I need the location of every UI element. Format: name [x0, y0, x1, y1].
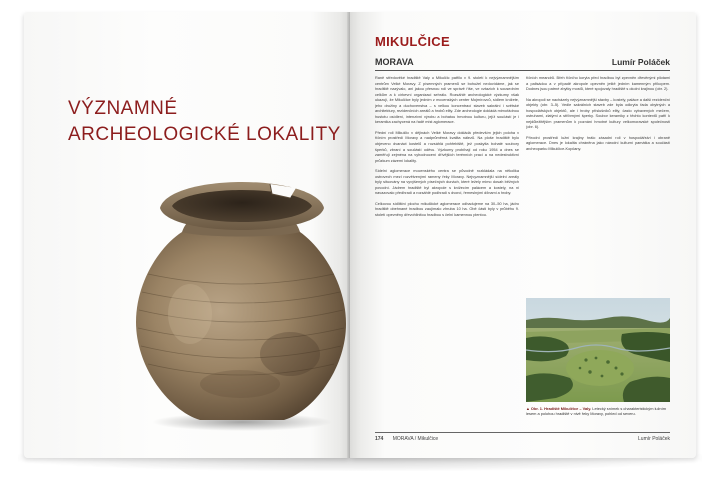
chapter-title-line1: VÝZNAMNÉ: [68, 98, 178, 119]
left-page: [24, 12, 350, 458]
site-title: MIKULČICE: [375, 34, 450, 49]
page-number: 174: [375, 436, 384, 442]
paragraph: Sídelní aglomerace mocenského centra se původně rozkládala na několika ostrovech mezi rozvětvenými rameny řeky Moravy. Nejvyznamnější sídelní areály byly situovány na vyvýšených písečných dunách, které ležely mimo dosah běžných povodní. Jádrem hradiště byl akropole s knížecím palácem a kostely, na ni navazovalo předhradí a rozsáhlé podhradí s dvorci, řemeslnými dílnami a hroby.: [375, 169, 519, 196]
article-author: Lumír Poláček: [611, 57, 670, 67]
page-footer: [375, 432, 670, 442]
footer-section: MORAVA / Mikulčice: [392, 436, 439, 442]
footer-author: Lumír Poláček: [638, 436, 670, 442]
caption-label: ▲ Obr. 1. Hradiště Mikulčice – Valy.: [526, 406, 592, 411]
paragraph: Přírodní prostředí lužní krajiny hrálo zásadní roli v hospodářství i obraně aglomerace. Dnes je lokalita chráněna jako národní kulturní památka a součástí archeoparku Mikulčice-Kopčany.: [526, 135, 670, 152]
photo-caption: [526, 406, 670, 416]
paragraph: Celkovou sídlištní plochu mikulčické aglomerace odhadujeme na 30–50 ha, jádro hradiště obehnané hradbou zaujímalo zhruba 10 ha. Obě části byly v průběhu 9. století opevněny dřevohlinitou hradbou s čelní kamennou plentou.: [375, 201, 519, 218]
aerial-landscape-photo: [526, 298, 670, 402]
paragraph: říčních meandrů. Břeh říčního koryta před hradbou byl zpevněn dřevěnými pilotami a palisádou a v případě akropole opevněn ještě jedním kamenným příkopem. Dodnes jsou patrné zbytky mostů, které spojovaly hradiště s okolní krajinou (obr. 2).: [526, 76, 670, 92]
site-region: MORAVA: [375, 57, 414, 67]
header-rule: [375, 70, 670, 71]
right-page: [350, 12, 696, 458]
paragraph: Na akropoli se nacházely nejvýznamnější stavby – kostely, paláce a další rezidenční objekty (obr. 3–5). Vedle sakrálních staveb zde byla odkryta řada obytných a hospodářských objektů, ale i hroby příslušníků elity, často vybavených mečem, ostruhami, zlatými a stříbrnými šperky. Soubor keramiky z těchto kontextů patří k nejdůležitějším pramenům k poznání hmotné kultury velkomoravské společnosti (obr. 6).: [526, 97, 670, 130]
ceramic-vessel-photo: [120, 174, 350, 436]
caption-text: Letecký snímek s charakteristickým lužním lesem a polohou hradiště v nivě řeky Moravy, pohled od severu.: [526, 406, 667, 417]
paragraph: Raně středověké hradiště Valy u Mikulčic patřilo v 9. století k nejvýznamnějším centrům Velké Moravy. Z písemných pramenů se bohužel nedovídáme, jak se hradiště nazývalo, ani jakou přesnou roli ve správě říše, ve vztazích k sousedním celkům a k církevní organizaci sehrálo. Rozsáhlé archeologické výzkumy však ukazují, že Mikulčice byly jedním z mocenských center Mojmírovců, sídlem knížete, jeho družiny a duchovenstva – s velkou koncentrací staveb sakrální i světské architektury, rezidenčních areálů a hrobů elity. Zde archeologie dokládá mimořádnou hustotu osídlení, intenzivní výrobu a bohatou hmotnou kulturu, jejíž součástí je i keramika zachycená na řadě míst aglomerace.: [375, 76, 519, 125]
paragraph: Přední roli Mikulčic v dějinách Velké Moravy dokládá především jejich poloha v říčním prostředí Moravy a nadprůměrná kvalita nálezů. Na ploše hradiště bylo objeveno dvanáct kostelů a rozsáhlá pohřebiště, jež poskytla bohaté soubory šperků, zbraní a součástí oděvu. Výzkumy probíhají od roku 1954 a dnes se zaměřují zejména na vyhodnocení dřívějších terénních prací a na nedestruktivní průzkum zázemí lokality.: [375, 130, 519, 163]
text-column-1: [375, 76, 519, 428]
chapter-title-line2: ARCHEOLOGICKÉ LOKALITY: [68, 124, 341, 145]
text-column-2: [526, 76, 670, 158]
chapter-title: [68, 96, 341, 148]
